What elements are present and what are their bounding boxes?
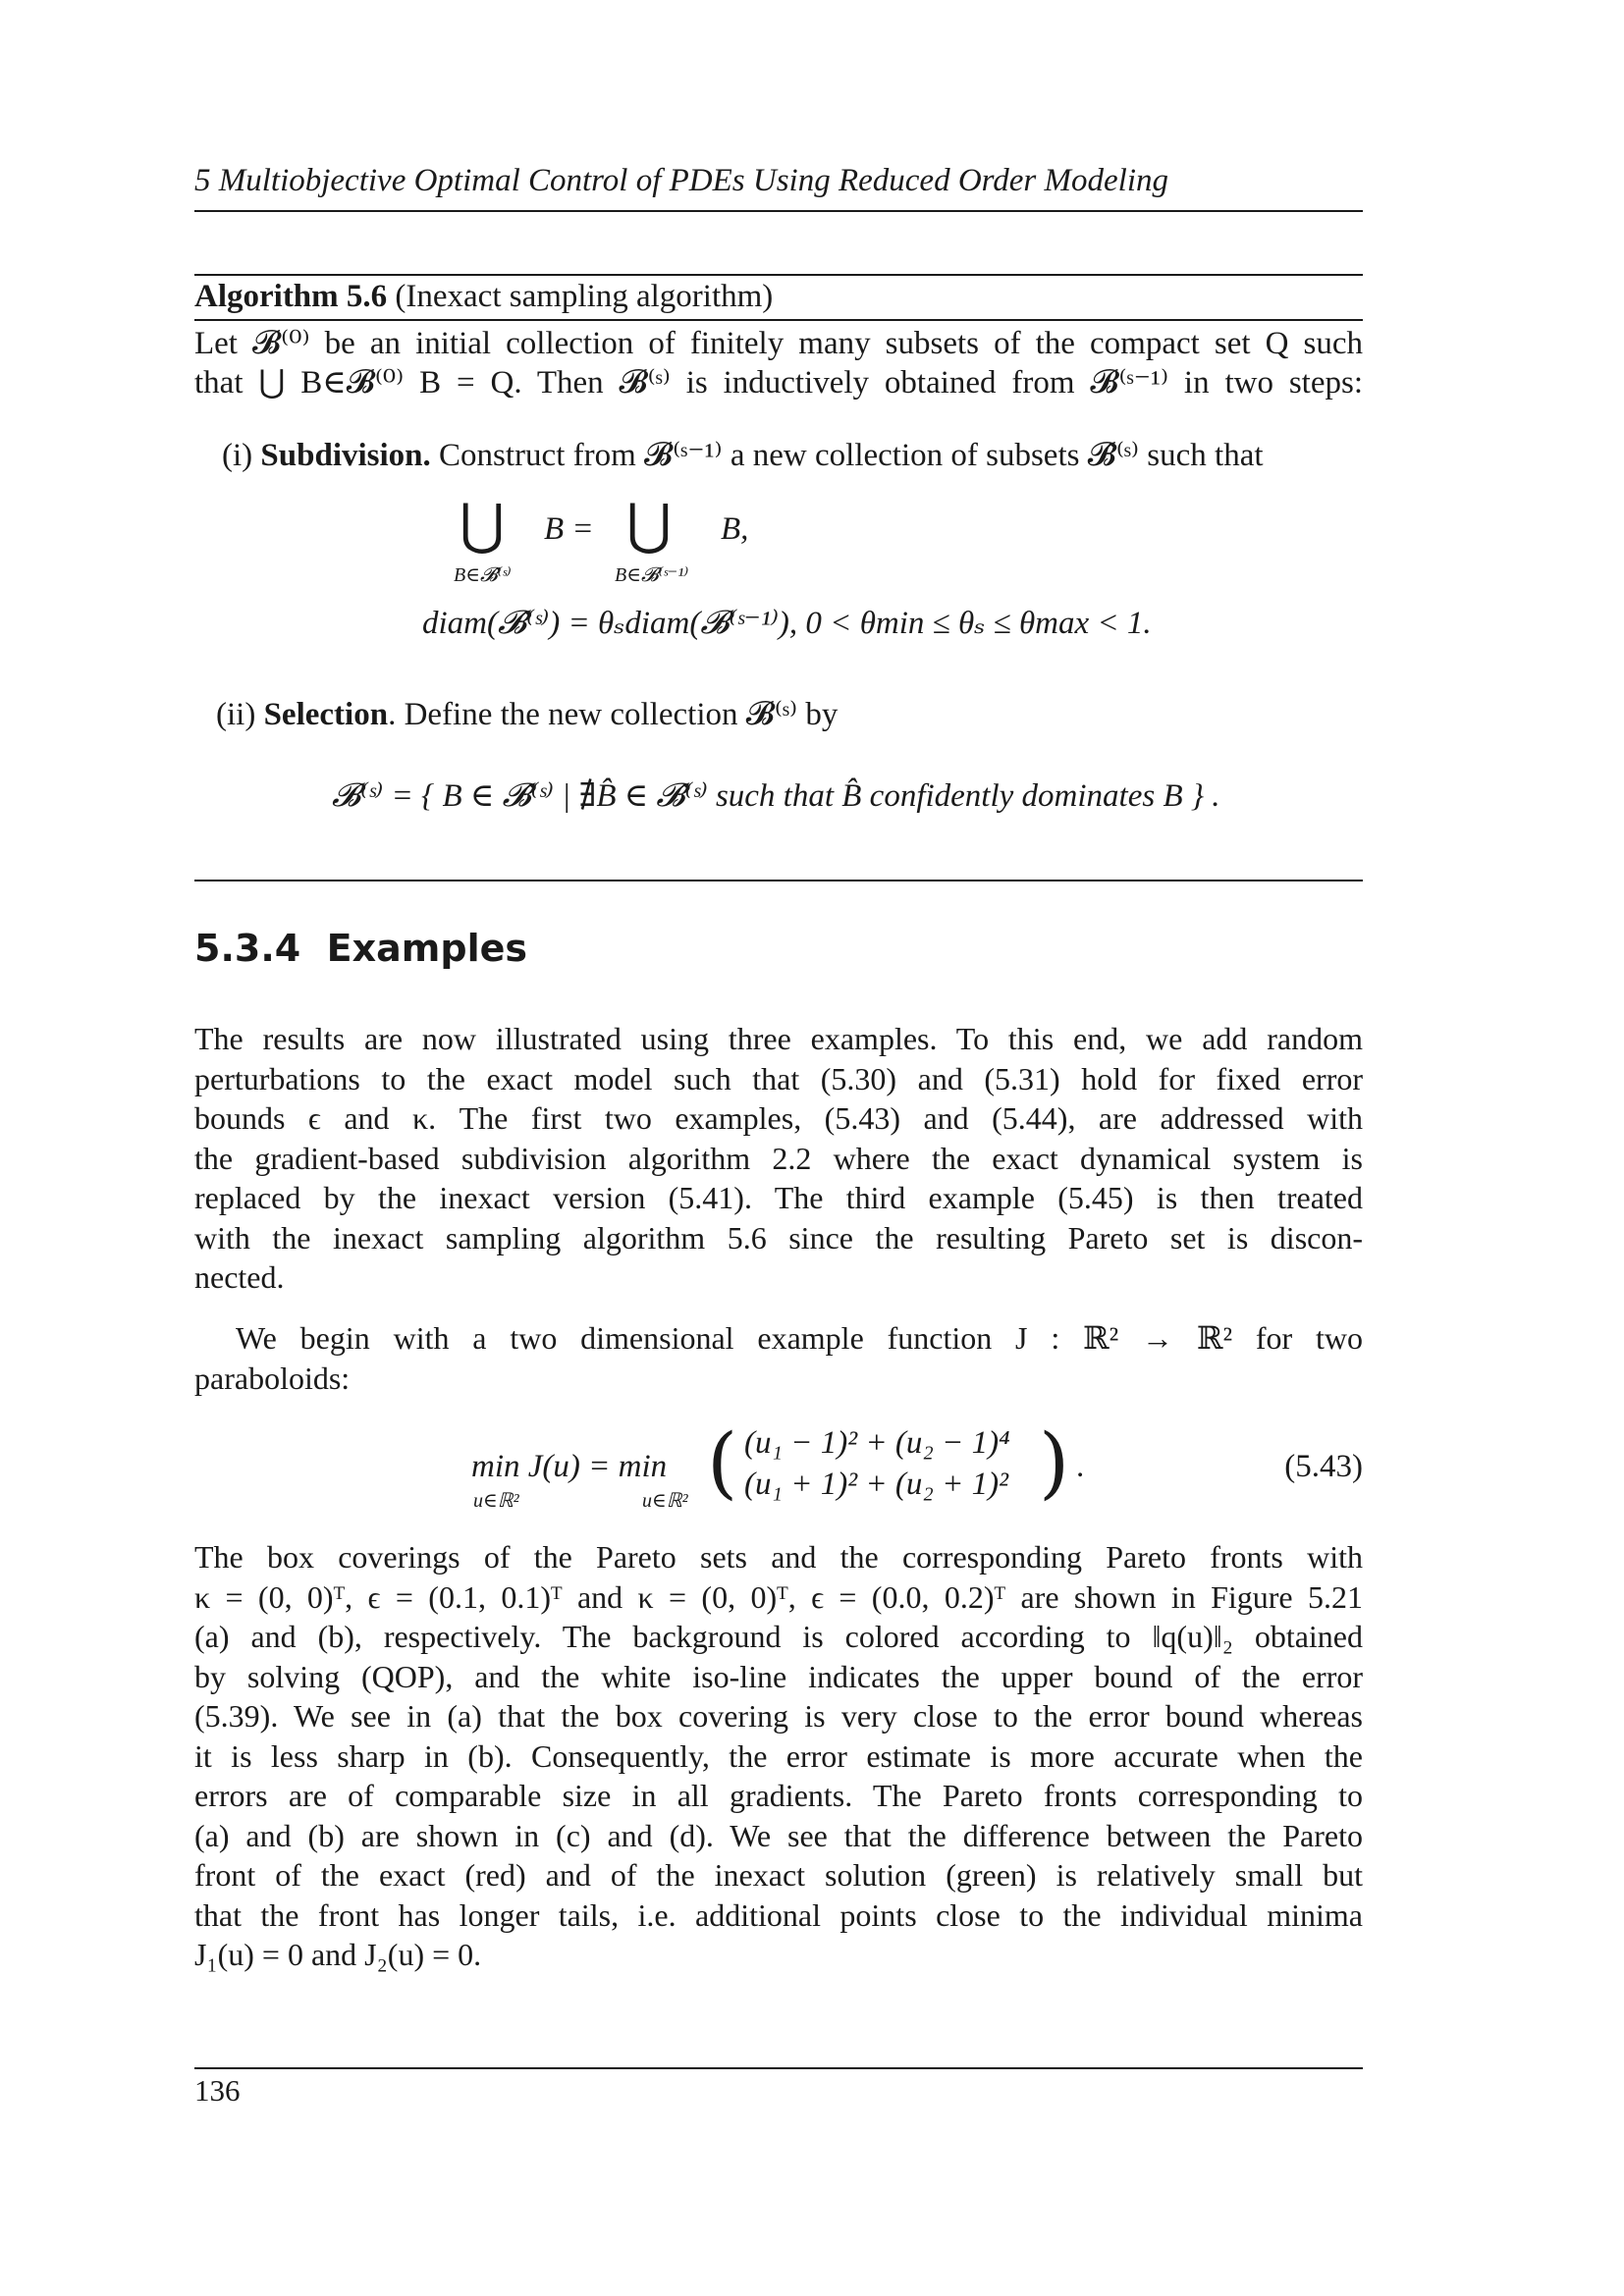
algorithm-top-rule [194, 274, 1363, 276]
union-rhs: B, [721, 511, 749, 547]
text-line: J₁(u) = 0 and J₂(u) = 0. [194, 1937, 482, 1972]
text-line: front of the exact (red) and of the inexact solution (green) is relatively small but [194, 1857, 1363, 1893]
equation-lhs-subscript: u∈ℝ² [473, 1490, 519, 1512]
algorithm-title [194, 277, 773, 316]
text-line: (5.39). We see in (a) that the box covering is very close to the error bound whereas [194, 1698, 1363, 1734]
page-number: 136 [194, 2073, 241, 2108]
text-line: (a) and (b), respectively. The background is colored according to ‖q(u)‖₂ obtained [194, 1619, 1363, 1654]
left-paren: ( [707, 1416, 738, 1508]
union-lhs-subscript: B∈𝓑̂⁽ˢ⁾ [454, 564, 512, 586]
equation-period: . [1076, 1449, 1085, 1484]
vector-row-2: (u₁ + 1)² + (u₂ + 1)² [744, 1467, 1008, 1502]
paragraph-intro [194, 1019, 1363, 1298]
text-line: perturbations to the exact model such that (5.30) and (5.31) hold for fixed error [194, 1060, 1363, 1096]
algorithm-bottom-rule [194, 880, 1363, 881]
text-line: We begin with a two dimensional example function J : ℝ² → ℝ² for two [236, 1320, 1363, 1356]
paragraph-example [194, 1318, 1363, 1398]
step-title: Subdivision. [260, 438, 431, 473]
text-line: (a) and (b) are shown in (c) and (d). We see that the difference between the Pareto [194, 1817, 1363, 1853]
union-symbol: ⋃ [460, 493, 505, 557]
algorithm-intro-line-1: Let 𝓑⁽⁰⁾ be an initial collection of finitely many subsets of the compact set Q such [194, 326, 1363, 361]
algorithm-label: Algorithm 5.6 [194, 279, 388, 314]
algorithm-name: (Inexact sampling algorithm) [387, 279, 774, 314]
step-text: . Define the new collection 𝓑⁽ˢ⁾ by [388, 697, 839, 732]
paragraph-results [194, 1537, 1363, 1975]
step-title: Selection [263, 697, 389, 732]
text-line: The box coverings of the Pareto sets and the corresponding Pareto fronts with [194, 1539, 1363, 1575]
step-subdivision [222, 436, 1363, 475]
equation-5-43 [471, 1416, 1363, 1520]
equation-lhs-subscript: u∈ℝ² [642, 1490, 688, 1512]
text-line: it is less sharp in (b). Consequently, the error estimate is more accurate when the [194, 1737, 1363, 1774]
text-line: nected. [194, 1259, 285, 1295]
text-line: The results are now illustrated using three examples. To this end, we add random [194, 1021, 1363, 1056]
union-symbol-2: ⋃ [626, 493, 672, 557]
text-line: errors are of comparable size in all gradients. The Pareto fronts corresponding to [194, 1778, 1363, 1813]
section-title: Examples [326, 927, 527, 970]
text-line: κ = (0, 0)ᵀ, ϵ = (0.1, 0.1)ᵀ and κ = (0, 0)ᵀ, ϵ = (0.0, 0.2)ᵀ are shown in Figure 5.21 [194, 1578, 1363, 1615]
text-line: bounds ϵ and κ. The first two examples, (5.43) and (5.44), are addressed with [194, 1100, 1363, 1136]
step-label: (i) [222, 438, 253, 473]
header-rule [194, 210, 1363, 212]
algorithm-intro-line-2: that ⋃ B∈𝓑⁽⁰⁾ B = Q. Then 𝓑⁽ˢ⁾ is inductively obtained from 𝓑⁽ˢ⁻¹⁾ in two steps: [194, 365, 1363, 400]
section-heading [194, 927, 527, 970]
selection-equation: 𝓑⁽ˢ⁾ = { B ∈ 𝓑̂⁽ˢ⁾ | ∄B̂ ∈ 𝓑̂⁽ˢ⁾ such that B̂ confidently dominates B } . [332, 778, 1220, 814]
text-line: that the front has longer tails, i.e. additional points close to the individual minima [194, 1896, 1363, 1933]
union-rhs-subscript: B∈𝓑⁽ˢ⁻¹⁾ [615, 564, 689, 586]
right-paren: ) [1039, 1416, 1070, 1508]
equation-lhs: min J(u) = min [471, 1449, 668, 1484]
text-line: with the inexact sampling algorithm 5.6 since the resulting Pareto set is discon- [194, 1219, 1363, 1255]
equation-number: (5.43) [1284, 1449, 1363, 1484]
text-line: replaced by the inexact version (5.41). The third example (5.45) is then treated [194, 1180, 1363, 1215]
text-line: by solving (QOP), and the white iso-line indicates the upper bound of the error [194, 1658, 1363, 1694]
section-number: 5.3.4 [194, 927, 301, 970]
union-lhs: B = [544, 511, 594, 547]
running-head: 5 Multiobjective Optimal Control of PDEs Using Reduced Order Modeling [194, 163, 1168, 198]
text-line: paraboloids: [194, 1360, 351, 1396]
step-label: (ii) [216, 697, 256, 732]
step-selection [216, 695, 838, 734]
footer-rule [194, 2067, 1363, 2069]
diameter-equation: diam(𝓑̂⁽ˢ⁾) = θₛdiam(𝓑⁽ˢ⁻¹⁾), 0 < θmin ≤ θₛ ≤ θmax < 1. [422, 606, 1152, 641]
algorithm-title-rule [194, 319, 1363, 321]
text-line: the gradient-based subdivision algorithm 2.2 where the exact dynamical system is [194, 1140, 1363, 1176]
vector-row-1: (u₁ − 1)² + (u₂ − 1)⁴ [744, 1425, 1010, 1461]
step-text: Construct from 𝓑⁽ˢ⁻¹⁾ a new collection of subsets 𝓑̂⁽ˢ⁾ such that [430, 438, 1264, 473]
